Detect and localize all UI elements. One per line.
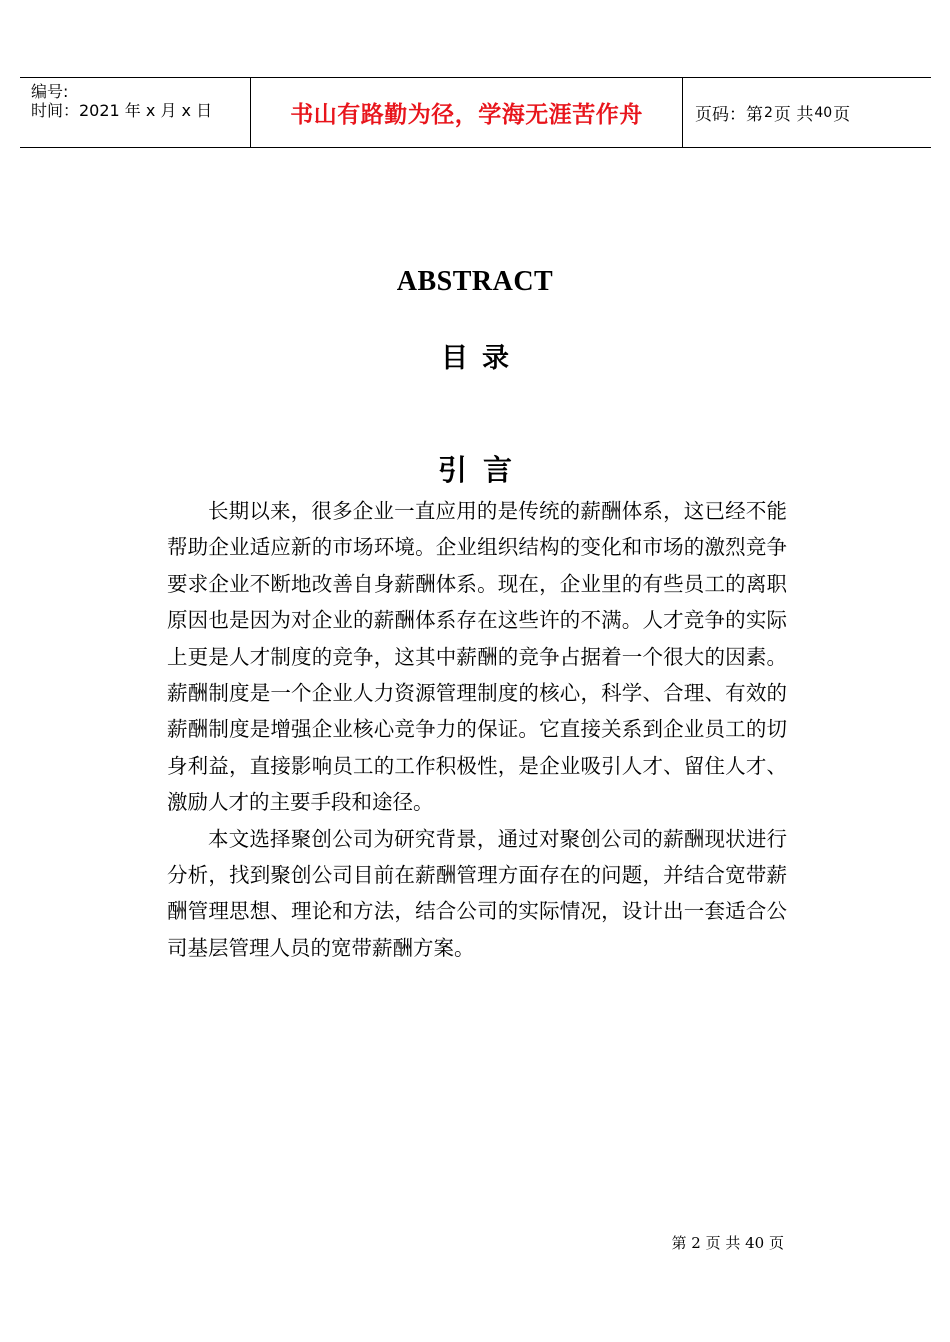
toc-heading: 目录 [441,343,523,374]
page-footer: 第 2 页 共 40 页 [671,1234,784,1252]
document-date: 时间：2021 年 x 月 x 日 [31,101,213,120]
header-page-total: 40 [814,104,833,121]
header-page-cell [683,78,931,147]
page-header [20,77,931,148]
body-text [167,493,787,966]
paragraph: 本文选择聚创公司为研究背景，通过对聚创公司的薪酬现状进行分析，找到聚创公司目前在薪酬管理方面存在的问题，并结合宽带薪酬管理思想、理论和方法，结合公司的实际情况，设计出一套适合公司基层管理人员的宽带薪酬方案。 [167,826,787,960]
header-page-mid: 页 共 [773,105,814,125]
header-motto: 书山有路勤为径，学海无涯苦作舟 [290,102,643,128]
header-page-suffix: 页 [833,105,851,125]
header-page-prefix: 页码：第 [695,105,763,125]
header-meta-cell [20,78,251,147]
header-page-current: 2 [764,104,773,121]
abstract-heading: ABSTRACT [396,266,554,297]
introduction-heading: 引言 [437,453,528,487]
document-id-label: 编号: [31,82,69,101]
header-motto-cell [251,78,683,147]
paragraph: 长期以来，很多企业一直应用的是传统的薪酬体系，这已经不能帮助企业适应新的市场环境。企业组织结构的变化和市场的激烈竞争要求企业不断地改善自身薪酬体系。现在，企业里的有些员工的离职原因也是因为对企业的薪酬体系存在这些许的不满。人才竞争的实际上更是人才制度的竞争，这其中薪酬的竞争占据着一个很大的因素。薪酬制度是一个企业人力资源管理制度的核心，科学、合理、有效的薪酬制度是增强企业核心竞争力的保证。它直接关系到企业员工的切身利益，直接影响员工的工作积极性，是企业吸引人才、留住人才、激励人才的主要手段和途径。 [167,499,787,815]
